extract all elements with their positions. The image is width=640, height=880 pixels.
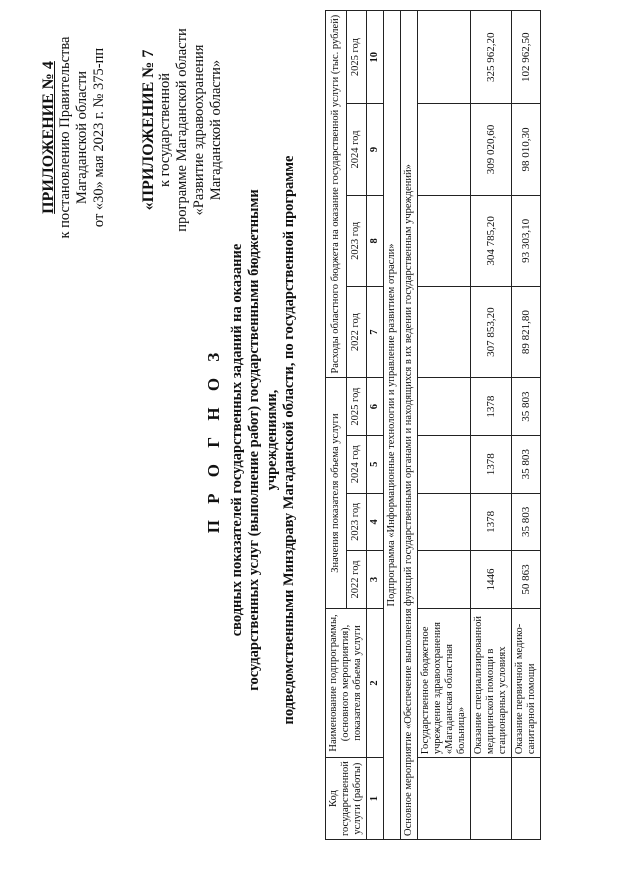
column-number: 2 xyxy=(367,608,384,757)
annex-4-line: от «30» мая 2023 г. № 375-пп xyxy=(91,47,107,228)
cell-code xyxy=(471,758,512,840)
header-year: 2024 год xyxy=(346,435,367,493)
heading-line: сводных показателей государственных заданий на оказание xyxy=(228,243,245,637)
column-number: 10 xyxy=(367,11,384,104)
cell-value: 1446 xyxy=(471,551,512,609)
cell-empty xyxy=(418,104,471,195)
cell-expense: 309 020,60 xyxy=(471,104,512,195)
cell-expense: 307 853,20 xyxy=(471,286,512,377)
cell-name: Оказание первичной медико-санитарной помощи xyxy=(512,608,541,757)
cell-empty xyxy=(418,493,471,551)
column-number: 5 xyxy=(367,435,384,493)
cell-code xyxy=(512,758,541,840)
annex-4-line: Магаданской области xyxy=(74,70,90,205)
document-heading xyxy=(205,150,299,730)
cell-value: 35 803 xyxy=(512,378,541,436)
cell-expense: 98 010,30 xyxy=(512,104,541,195)
header-name: Наименование подпрограммы, (основного мероприятия), показателя объема услуги xyxy=(326,608,367,757)
header-values: Значения показателя объема услуги xyxy=(326,378,347,609)
column-number: 6 xyxy=(367,378,384,436)
header-year: 2025 год xyxy=(346,378,367,436)
annex-7-line: программе Магаданской области xyxy=(174,28,190,232)
column-number: 8 xyxy=(367,195,384,286)
cell-empty xyxy=(418,435,471,493)
cell-empty xyxy=(418,195,471,286)
cell-institution: Государственное бюджетное учреждение здравоохранения «Магаданская областная больница» xyxy=(418,608,471,757)
annex-4-title: ПРИЛОЖЕНИЕ № 4 xyxy=(40,61,57,214)
column-number: 3 xyxy=(367,551,384,609)
cell-expense: 304 785,20 xyxy=(471,195,512,286)
annex-7-title: «ПРИЛОЖЕНИЕ № 7 xyxy=(140,49,157,211)
annex-4-block xyxy=(40,5,108,270)
heading-title: П Р О Г Н О З xyxy=(204,346,223,534)
column-number: 1 xyxy=(367,758,384,840)
annex-4-line: к постановлению Правительства xyxy=(57,36,73,239)
cell-expense: 102 962,50 xyxy=(512,11,541,104)
header-expenses: Расходы областного бюджета на оказание государственной услуги (тыс. рублей) xyxy=(326,11,347,378)
cell-value: 1378 xyxy=(471,435,512,493)
cell-expense: 93 303,10 xyxy=(512,195,541,286)
cell-expense: 89 821,80 xyxy=(512,286,541,377)
subprogram-row: Подпрограмма «Информационные технологии и управление развитием отрасли» xyxy=(384,11,401,840)
cell-expense: 325 962,20 xyxy=(471,11,512,104)
heading-line: подведомственными Минздраву Магаданской области, по государственной программе xyxy=(281,155,297,725)
forecast-table xyxy=(325,10,541,840)
header-year: 2025 год xyxy=(346,11,367,104)
cell-name: Оказание специализированной медицинской помощи в стационарных условиях xyxy=(471,608,512,757)
column-number: 4 xyxy=(367,493,384,551)
cell-empty xyxy=(418,286,471,377)
header-year: 2022 год xyxy=(346,551,367,609)
header-year: 2024 год xyxy=(346,104,367,195)
cell-value: 1378 xyxy=(471,378,512,436)
column-number: 7 xyxy=(367,286,384,377)
heading-line: государственных услуг (выполнение работ) государственными бюджетными учреждениями, xyxy=(246,189,280,691)
cell-empty xyxy=(418,551,471,609)
cell-empty xyxy=(418,11,471,104)
header-year: 2023 год xyxy=(346,493,367,551)
cell-code xyxy=(418,758,471,840)
main-event-row: Основное мероприятие «Обеспечение выполнения функций государственными органами и находящихся в их ведении государственным учреждений» xyxy=(401,11,418,840)
cell-value: 50 863 xyxy=(512,551,541,609)
header-year: 2023 год xyxy=(346,195,367,286)
cell-value: 35 803 xyxy=(512,493,541,551)
header-code: Код государственной услуги (работы) xyxy=(326,758,367,840)
cell-empty xyxy=(418,378,471,436)
annex-7-line: «Развитие здравоохранения xyxy=(191,44,207,216)
header-year: 2022 год xyxy=(346,286,367,377)
cell-value: 35 803 xyxy=(512,435,541,493)
table-row xyxy=(471,11,512,840)
table-row xyxy=(512,11,541,840)
table-row xyxy=(418,11,471,840)
cell-value: 1378 xyxy=(471,493,512,551)
annex-7-line: Магаданской области» xyxy=(208,59,224,201)
column-number: 9 xyxy=(367,104,384,195)
annex-7-line: к государственной xyxy=(157,73,173,188)
